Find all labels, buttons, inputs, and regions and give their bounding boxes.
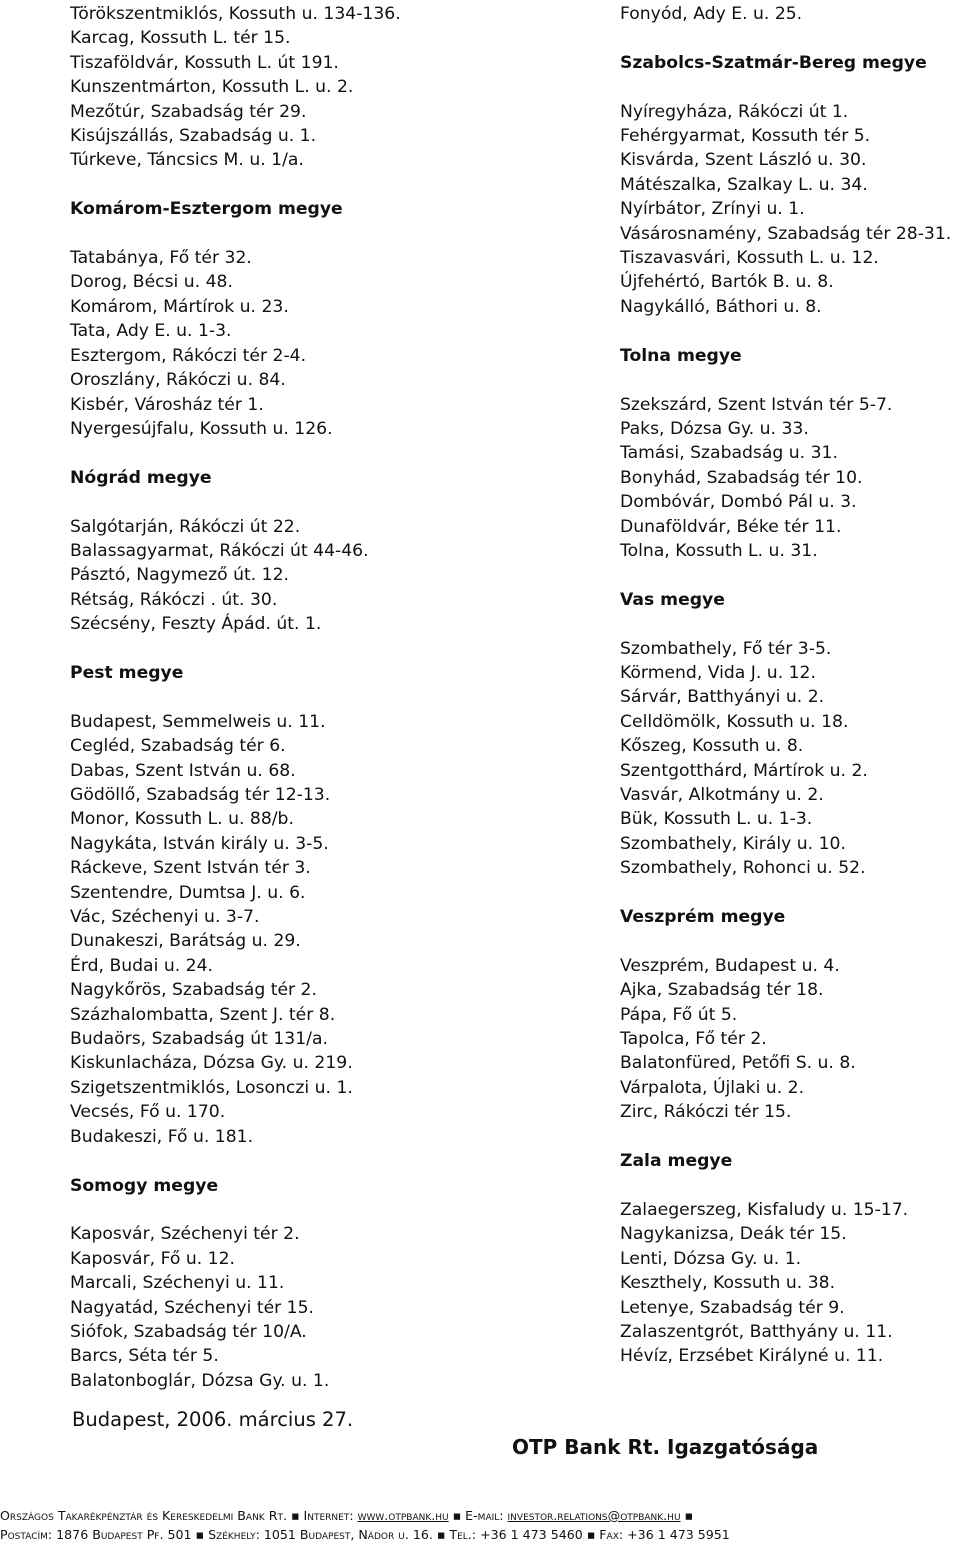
branch-address: Fonyód, Ady E. u. 25. xyxy=(620,4,803,24)
branch-address: Százhalombatta, Szent J. tér 8. xyxy=(70,1004,336,1025)
branch-address: Nyíregyháza, Rákóczi út 1. xyxy=(620,101,849,122)
branch-address: Monor, Kossuth L. u. 88/b. xyxy=(70,809,294,830)
branch-address: Tata, Ady E. u. 1-3. xyxy=(70,321,232,342)
branch-address: Zalaegerszeg, Kisfaludy u. 15-17. xyxy=(620,1199,909,1220)
spacer xyxy=(70,1149,590,1173)
branch-address: Dabas, Szent István u. 68. xyxy=(70,760,296,781)
branch-address: Salgótarján, Rákóczi út 22. xyxy=(70,516,301,537)
branch-address: Dunaföldvár, Béke tér 11. xyxy=(620,516,842,537)
spacer xyxy=(70,685,590,709)
branch-address: Budakeszi, Fő u. 181. xyxy=(70,1126,254,1147)
branch-address: Balatonfüred, Petőfi S. u. 8. xyxy=(620,1053,856,1074)
branch-address: Kisújszállás, Szabadság u. 1. xyxy=(70,126,317,147)
county-heading: Vas megye xyxy=(620,589,725,610)
branch-address: Karcag, Kossuth L. tér 15. xyxy=(70,28,291,49)
branch-address: Pápa, Fő út 5. xyxy=(620,1004,738,1025)
county-heading: Somogy megye xyxy=(70,1175,219,1196)
spacer xyxy=(70,222,590,246)
spacer xyxy=(70,173,590,197)
branch-address: Kisbér, Városház tér 1. xyxy=(70,394,264,415)
postal-label: Postacím: xyxy=(0,1527,53,1542)
spacer xyxy=(620,881,960,905)
branch-address: Túrkeve, Táncsics M. u. 1/a. xyxy=(70,150,304,171)
branch-address: Siófok, Szabadság tér 10/A. xyxy=(70,1321,307,1342)
phone-label: Tel.: xyxy=(449,1527,477,1542)
branch-address: Pásztó, Nagymező út. 12. xyxy=(70,565,289,586)
document-signature: OTP Bank Rt. Igazgatósága xyxy=(512,1435,819,1459)
seat-address: 1051 Budapest, Nádor u. 16. xyxy=(263,1527,433,1542)
branch-address: Kiskunlacháza, Dózsa Gy. u. 219. xyxy=(70,1053,353,1074)
branch-address: Zalaszentgrót, Batthyány u. 11. xyxy=(620,1321,893,1342)
branch-address: Kaposvár, Széchenyi tér 2. xyxy=(70,1224,300,1245)
branch-address: Vác, Széchenyi u. 3-7. xyxy=(70,907,260,928)
fax-label: Fax: xyxy=(599,1527,624,1542)
branch-address: Tolna, Kossuth L. u. 31. xyxy=(620,540,818,561)
branch-address: Vecsés, Fő u. 170. xyxy=(70,1102,226,1123)
branch-address: Lenti, Dózsa Gy. u. 1. xyxy=(620,1248,802,1269)
branch-address: Dombóvár, Dombó Pál u. 3. xyxy=(620,492,857,513)
branch-address: Letenye, Szabadság tér 9. xyxy=(620,1297,845,1318)
branch-address: Tamási, Szabadság u. 31. xyxy=(620,443,838,464)
branch-address: Tapolca, Fő tér 2. xyxy=(620,1029,767,1050)
branch-address: Balassagyarmat, Rákóczi út 44-46. xyxy=(70,540,369,561)
branch-address: Dorog, Bécsi u. 48. xyxy=(70,272,233,293)
branch-address: Hévíz, Erzsébet Királyné u. 11. xyxy=(620,1346,884,1367)
spacer xyxy=(620,75,960,99)
branch-address: Rétság, Rákóczi . út. 30. xyxy=(70,589,278,610)
branch-address: Sárvár, Batthyányi u. 2. xyxy=(620,687,825,708)
branch-address: Tatabánya, Fő tér 32. xyxy=(70,248,252,269)
branch-address: Szentgotthárd, Mártírok u. 2. xyxy=(620,760,868,781)
fax-number: +36 1 473 5951 xyxy=(627,1527,730,1542)
seat-label: Székhely: xyxy=(208,1527,260,1542)
branch-address: Ráckeve, Szent István tér 3. xyxy=(70,858,311,879)
branch-address: Budaörs, Szabadság út 131/a. xyxy=(70,1029,328,1050)
branch-address: Barcs, Séta tér 5. xyxy=(70,1346,219,1367)
branch-address: Tiszavasvári, Kossuth L. u. 12. xyxy=(620,248,879,269)
county-heading: Zala megye xyxy=(620,1151,733,1172)
branch-address: Komárom, Mártírok u. 23. xyxy=(70,296,289,317)
spacer xyxy=(620,929,960,953)
branch-address: Celldömölk, Kossuth u. 18. xyxy=(620,711,849,732)
spacer xyxy=(620,1125,960,1149)
branch-address: Ajka, Szabadság tér 18. xyxy=(620,980,824,1001)
branch-address: Oroszlány, Rákóczi u. 84. xyxy=(70,370,286,391)
spacer xyxy=(620,319,960,343)
spacer xyxy=(70,1198,590,1222)
document-date: Budapest, 2006. március 27. xyxy=(72,1408,354,1431)
spacer xyxy=(620,368,960,392)
branch-address: Marcali, Széchenyi u. 11. xyxy=(70,1273,285,1294)
spacer xyxy=(620,1174,960,1198)
branch-address: Gödöllő, Szabadság tér 12-13. xyxy=(70,785,331,805)
spacer xyxy=(70,441,590,465)
separator-bullet: ▪ xyxy=(290,1508,300,1523)
internet-label: Internet: xyxy=(303,1508,354,1523)
county-heading: Komárom-Esztergom megye xyxy=(70,199,343,220)
company-info-line-2 xyxy=(0,1526,960,1544)
separator-bullet: ▪ xyxy=(195,1527,205,1542)
branch-address: Kunszentmárton, Kossuth L. u. 2. xyxy=(70,77,354,98)
branch-list-left-column xyxy=(70,2,590,1393)
branch-address: Szombathely, Rohonci u. 52. xyxy=(620,858,866,879)
branch-address: Kaposvár, Fő u. 12. xyxy=(70,1248,235,1269)
branch-address: Nagykáta, István király u. 3-5. xyxy=(70,833,329,854)
branch-address: Fehérgyarmat, Kossuth tér 5. xyxy=(620,126,871,147)
branch-address: Veszprém, Budapest u. 4. xyxy=(620,955,840,976)
branch-address: Balatonboglár, Dózsa Gy. u. 1. xyxy=(70,1370,330,1391)
branch-address: Nyergesújfalu, Kossuth u. 126. xyxy=(70,418,333,439)
postal-address: 1876 Budapest Pf. 501 xyxy=(56,1527,192,1542)
branch-address: Nagyatád, Széchenyi tér 15. xyxy=(70,1297,315,1318)
county-heading: Veszprém megye xyxy=(620,907,786,928)
branch-address: Nagykanizsa, Deák tér 15. xyxy=(620,1224,847,1245)
branch-address: Zirc, Rákóczi tér 15. xyxy=(620,1102,792,1123)
branch-address: Szigetszentmiklós, Losonczi u. 1. xyxy=(70,1077,353,1098)
branch-address: Nyírbátor, Zrínyi u. 1. xyxy=(620,199,805,220)
branch-address: Kőszeg, Kossuth u. 8. xyxy=(620,736,804,757)
branch-address: Körmend, Vida J. u. 12. xyxy=(620,662,816,683)
branch-address: Tiszaföldvár, Kossuth L. út 191. xyxy=(70,52,339,73)
spacer xyxy=(620,612,960,636)
county-heading: Pest megye xyxy=(70,662,184,683)
email-label: E-mail: xyxy=(465,1508,504,1523)
branch-address: Vasvár, Alkotmány u. 2. xyxy=(620,785,824,805)
branch-address: Várpalota, Újlaki u. 2. xyxy=(620,1077,805,1098)
branch-address: Kisvárda, Szent László u. 30. xyxy=(620,150,867,171)
branch-address: Szombathely, Fő tér 3-5. xyxy=(620,638,832,659)
county-heading: Nógrád megye xyxy=(70,467,212,488)
website-link[interactable]: www.otpbank.hu xyxy=(357,1508,449,1523)
company-info-line-1 xyxy=(0,1507,960,1525)
spacer xyxy=(70,490,590,514)
branch-address: Mezőtúr, Szabadság tér 29. xyxy=(70,101,307,122)
phone-number: +36 1 473 5460 xyxy=(480,1527,583,1542)
branch-address: Nagykálló, Báthori u. 8. xyxy=(620,296,822,317)
separator-bullet: ▪ xyxy=(586,1527,596,1542)
separator-bullet: ▪ xyxy=(436,1527,446,1542)
email-link[interactable]: investor.relations@otpbank.hu xyxy=(507,1508,681,1523)
branch-address: Cegléd, Szabadság tér 6. xyxy=(70,736,286,757)
branch-address: Vásárosnamény, Szabadság tér 28-31. xyxy=(620,223,952,244)
branch-address: Szentendre, Dumtsa J. u. 6. xyxy=(70,882,306,903)
branch-address: Szécsény, Feszty Ápád. út. 1. xyxy=(70,614,322,635)
branch-address: Érd, Budai u. 24. xyxy=(70,955,213,976)
separator-bullet: ▪ xyxy=(684,1508,694,1523)
spacer xyxy=(620,26,960,50)
branch-address: Paks, Dózsa Gy. u. 33. xyxy=(620,418,809,439)
branch-address: Szombathely, Király u. 10. xyxy=(620,833,846,854)
branch-address: Mátészalka, Szalkay L. u. 34. xyxy=(620,174,868,195)
branch-address: Dunakeszi, Barátság u. 29. xyxy=(70,931,301,952)
county-heading: Tolna megye xyxy=(620,345,742,366)
branch-address: Nagykőrös, Szabadság tér 2. xyxy=(70,980,317,1001)
spacer xyxy=(620,563,960,587)
branch-address: Törökszentmiklós, Kossuth u. 134-136. xyxy=(70,4,401,24)
separator-bullet: ▪ xyxy=(452,1508,462,1523)
company-name: Országos Takarékpénztár és Kereskedelmi Bank Rt. xyxy=(0,1508,287,1523)
branch-address: Keszthely, Kossuth u. 38. xyxy=(620,1273,836,1294)
branch-address: Szekszárd, Szent István tér 5-7. xyxy=(620,394,893,415)
county-heading: Szabolcs-Szatmár-Bereg megye xyxy=(620,52,927,73)
branch-list-right-column xyxy=(620,2,960,1369)
branch-address: Esztergom, Rákóczi tér 2-4. xyxy=(70,345,307,366)
branch-address: Újfehértó, Bartók B. u. 8. xyxy=(620,272,834,293)
spacer xyxy=(70,637,590,661)
branch-address: Bük, Kossuth L. u. 1-3. xyxy=(620,809,813,830)
branch-address: Budapest, Semmelweis u. 11. xyxy=(70,711,326,732)
branch-address: Bonyhád, Szabadság tér 10. xyxy=(620,467,863,488)
